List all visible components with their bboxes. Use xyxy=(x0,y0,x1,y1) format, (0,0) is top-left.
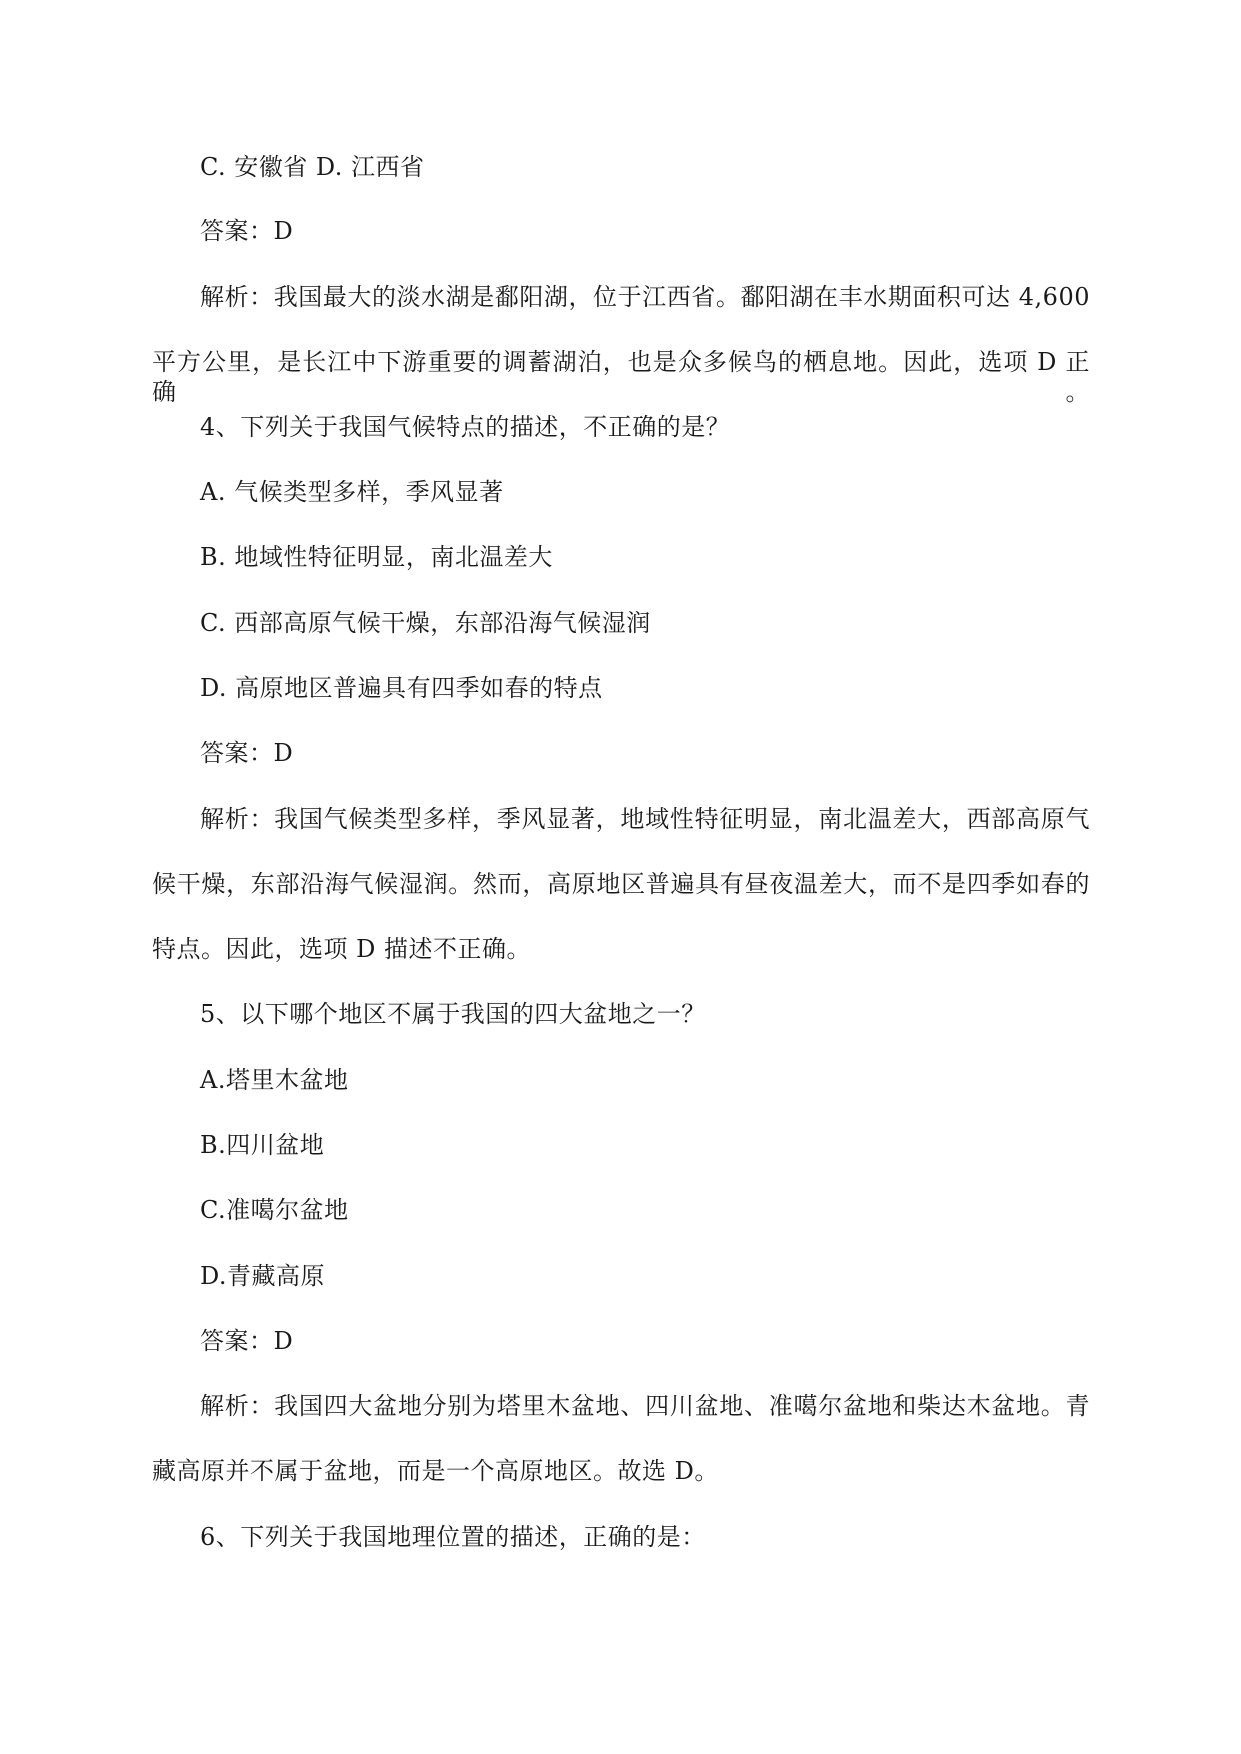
explanation-line: 特点。因此，选项 D 描述不正确。 xyxy=(152,935,531,963)
explanation-line: 候干燥，东部沿海气候湿润。然而，高原地区普遍具有昼夜温差大，而不是四季如春的 xyxy=(152,870,1090,898)
answer-line: 答案：D xyxy=(200,1327,294,1355)
explanation-line: 解析：我国气候类型多样，季风显著，地域性特征明显，南北温差大，西部高原气 xyxy=(200,805,1090,833)
option-a: A.塔里木盆地 xyxy=(200,1066,349,1094)
question-6: 6、下列关于我国地理位置的描述，正确的是： xyxy=(200,1523,706,1551)
option-b: B.四川盆地 xyxy=(200,1131,325,1159)
option-c: C.准噶尔盆地 xyxy=(200,1196,349,1224)
explanation-line: 解析：我国四大盆地分别为塔里木盆地、四川盆地、准噶尔盆地和柴达木盆地。青 xyxy=(200,1392,1090,1420)
question-4: 4、下列关于我国气候特点的描述，不正确的是？ xyxy=(200,413,731,441)
explanation-line: 解析：我国最大的淡水湖是鄱阳湖，位于江西省。鄱阳湖在丰水期面积可达 4,600 xyxy=(200,283,1090,311)
option-line-cd: C. 安徽省 D. 江西省 xyxy=(200,153,425,181)
option-d: D. 高原地区普遍具有四季如春的特点 xyxy=(200,674,603,702)
explanation-line: 平方公里，是长江中下游重要的调蓄湖泊，也是众多候鸟的栖息地。因此，选项 D 正确。 xyxy=(152,348,1090,406)
question-5: 5、以下哪个地区不属于我国的四大盆地之一？ xyxy=(200,1000,706,1028)
answer-line: 答案：D xyxy=(200,739,294,767)
explanation-line: 藏高原并不属于盆地，而是一个高原地区。故选 D。 xyxy=(152,1457,719,1485)
option-a: A. 气候类型多样，季风显著 xyxy=(200,478,504,506)
option-d: D.青藏高原 xyxy=(200,1262,326,1290)
answer-line: 答案：D xyxy=(200,217,294,245)
option-b: B. 地域性特征明显，南北温差大 xyxy=(200,543,553,571)
option-c: C. 西部高原气候干燥，东部沿海气候湿润 xyxy=(200,609,651,637)
